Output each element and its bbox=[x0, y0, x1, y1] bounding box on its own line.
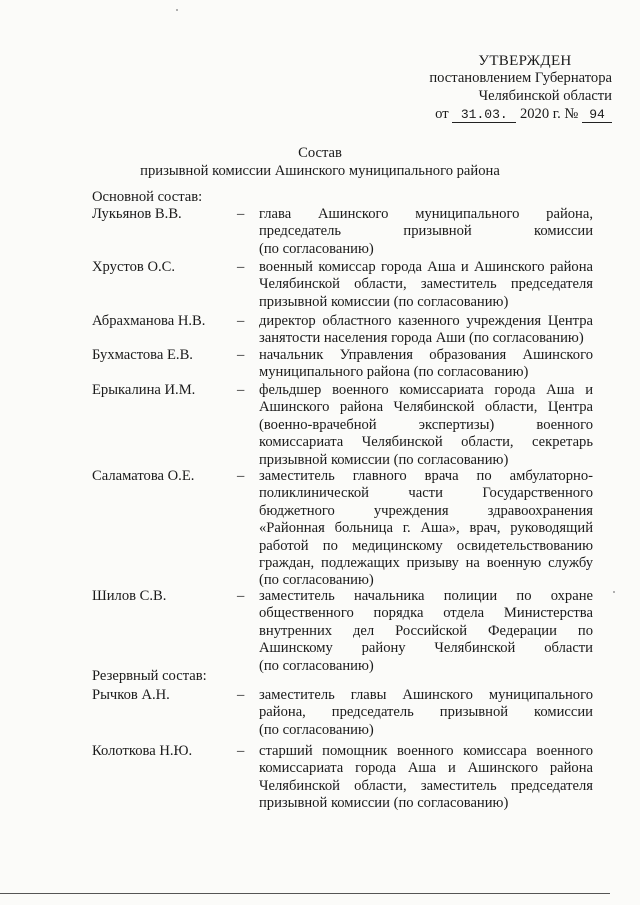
member-dash: – bbox=[237, 347, 245, 363]
member-dash: – bbox=[237, 687, 245, 703]
member-dash: – bbox=[237, 743, 245, 759]
approval-date-line bbox=[398, 106, 612, 123]
main-composition-label: Основной состав: bbox=[92, 189, 203, 205]
member-dash: – bbox=[237, 588, 245, 604]
position-line: (военно-врачебной экспертизы) военного bbox=[259, 416, 593, 433]
approval-title: УТВЕРЖДЕН bbox=[478, 53, 572, 69]
position-line: «Районная больница г. Аша», врач, руководящий bbox=[259, 520, 593, 537]
member-dash: – bbox=[237, 382, 245, 398]
member-name: Рычков А.Н. bbox=[92, 687, 170, 703]
position-line: (по согласованию) bbox=[259, 572, 374, 589]
member-name: Лукьянов В.В. bbox=[92, 206, 182, 222]
member-name: Шилов С.В. bbox=[92, 588, 167, 604]
position-line: старший помощник военного комиссара военного bbox=[259, 743, 593, 759]
position-line: заместитель главы Ашинского муниципального bbox=[259, 687, 593, 703]
member-position bbox=[259, 743, 593, 813]
position-line: поликлинической части Государственного bbox=[259, 485, 593, 502]
position-line: глава Ашинского муниципального района, bbox=[259, 206, 593, 222]
position-line: (по согласованию) bbox=[259, 657, 374, 674]
approval-region-line: Челябинской области bbox=[478, 87, 612, 104]
position-line: Челябинской области, заместитель председателя bbox=[259, 276, 593, 293]
member-position bbox=[259, 347, 593, 382]
date-value: 31.03. bbox=[452, 108, 516, 123]
position-line: военный комиссар города Аша и Ашинского района bbox=[259, 259, 593, 275]
position-line: начальник Управления образования Ашинского bbox=[259, 347, 593, 363]
position-line: общественного порядка отдела Министерства bbox=[259, 605, 593, 622]
position-line: призывной комиссии (по согласованию) bbox=[259, 293, 509, 310]
bottom-rule bbox=[0, 893, 610, 894]
position-line: внутренних дел Российской Федерации по bbox=[259, 622, 593, 639]
position-line: фельдшер военного комиссариата города Аша и bbox=[259, 382, 593, 398]
member-name: Бухмастова Е.В. bbox=[92, 347, 193, 363]
member-dash: – bbox=[237, 259, 245, 275]
member-position bbox=[259, 259, 593, 311]
position-line: (по согласованию) bbox=[259, 721, 374, 738]
position-line: района, председатель призывной комиссии bbox=[259, 704, 593, 721]
position-line: Ашинскому району Челябинской области bbox=[259, 640, 593, 657]
member-position bbox=[259, 468, 593, 590]
member-dash: – bbox=[237, 313, 245, 329]
position-line: призывной комиссии (по согласованию) bbox=[259, 795, 509, 812]
year-text: 2020 г. № bbox=[519, 106, 579, 123]
position-line: Ашинского района Челябинской области, Центра bbox=[259, 399, 593, 416]
member-dash: – bbox=[237, 206, 245, 222]
position-line: Челябинской области, заместитель председателя bbox=[259, 777, 593, 794]
position-line: бюджетного учреждения здравоохранения bbox=[259, 502, 593, 519]
position-line: заместитель начальника полиции по охране bbox=[259, 588, 593, 604]
member-dash: – bbox=[237, 468, 245, 484]
position-line: комиссариата Челябинской области, секретарь bbox=[259, 434, 593, 451]
heading-subtitle: призывной комиссии Ашинского муниципального района bbox=[140, 163, 500, 179]
member-name: Хрустов О.С. bbox=[92, 259, 176, 275]
member-position bbox=[259, 687, 593, 739]
position-line: директор областного казенного учреждения Центра bbox=[259, 313, 593, 329]
decree-number: 94 bbox=[582, 108, 612, 123]
member-position bbox=[259, 382, 593, 469]
position-line: комиссариата города Аша и Ашинского района bbox=[259, 760, 593, 777]
member-position bbox=[259, 206, 593, 258]
position-line: заместитель главного врача по амбулаторно- bbox=[259, 468, 593, 484]
position-line: призывной комиссии (по согласованию) bbox=[259, 451, 509, 468]
member-position bbox=[259, 313, 593, 348]
position-line: (по согласованию) bbox=[259, 240, 374, 257]
member-name: Абрахманова Н.В. bbox=[92, 313, 206, 329]
scan-speck bbox=[176, 9, 178, 11]
position-line: граждан, подлежащих призыву на военную службу bbox=[259, 555, 593, 572]
member-name: Колоткова Н.Ю. bbox=[92, 743, 193, 759]
approval-decree-line: постановлением Губернатора bbox=[429, 70, 612, 87]
member-name: Ерыкалина И.М. bbox=[92, 382, 196, 398]
position-line: муниципального района (по согласованию) bbox=[259, 364, 529, 381]
heading-title: Состав bbox=[298, 145, 342, 161]
date-prefix: от bbox=[435, 106, 449, 123]
scan-speck bbox=[613, 591, 615, 593]
approval-stamp bbox=[398, 53, 612, 124]
member-position bbox=[259, 588, 593, 675]
member-name: Саламатова О.Е. bbox=[92, 468, 195, 484]
position-line: занятости населения города Аши (по согласованию) bbox=[259, 330, 584, 347]
reserve-composition-label: Резервный состав: bbox=[92, 668, 207, 684]
position-line: председатель призывной комиссии bbox=[259, 223, 593, 240]
position-line: работой по медицинскому освидетельствованию bbox=[259, 537, 593, 554]
document-heading bbox=[0, 144, 640, 180]
